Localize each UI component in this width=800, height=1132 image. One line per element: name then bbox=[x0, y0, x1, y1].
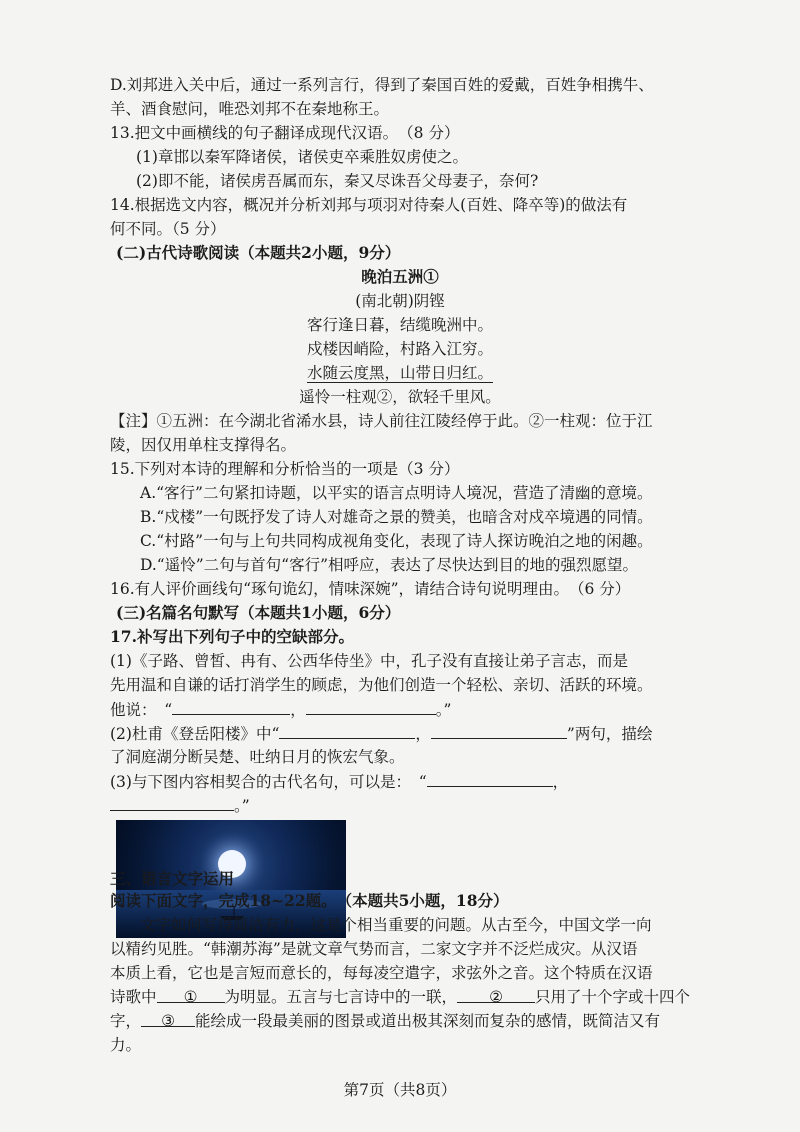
question-17: 17.补写出下列句子中的空缺部分。 bbox=[110, 627, 354, 646]
poem-line-3-underlined bbox=[0, 362, 800, 384]
answer-blank-17-2b[interactable] bbox=[431, 722, 567, 739]
paragraph-line-4 bbox=[110, 986, 690, 1008]
paragraph-line-6: 力。 bbox=[110, 1036, 142, 1054]
poem-line-2: 戍楼因峭险，村路入江穷。 bbox=[306, 340, 493, 358]
section-poetry-heading: (二)古代诗歌阅读（本题共2小题，9分） bbox=[116, 243, 401, 262]
question-15-option-a: A.“客行”二句紧扣诗题，以平实的语言点明诗人境况，营造了清幽的意境。 bbox=[140, 484, 653, 502]
question-15-option-c: C.“村路”一句与上句共同构成视角变化，表现了诗人探访晚泊之地的闲趣。 bbox=[140, 532, 653, 550]
paragraph-line-5-end: 能绘成一段最美丽的图景或道出极其深刻而复杂的感情，既简洁又有 bbox=[195, 1012, 661, 1030]
blank-1[interactable]: ① bbox=[157, 986, 225, 1003]
paragraph-line-3: 本质上看，它也是言短而意长的，每每凌空遣字，求弦外之音。这个特质在汉语 bbox=[110, 964, 653, 982]
paragraph-line-4-prefix: 诗歌中 bbox=[110, 988, 157, 1006]
question-17-2-prefix: (2)杜甫《登岳阳楼》中“ bbox=[110, 725, 280, 743]
question-13: 13.把文中画横线的句子翻译成现代汉语。 （8 分） bbox=[110, 124, 460, 142]
paragraph-line-4-end: 只用了十个字或十四个 bbox=[535, 988, 691, 1006]
question-17-2-end: ”两句，描绘 bbox=[566, 725, 653, 743]
answer-blank-17-3a[interactable] bbox=[427, 770, 553, 787]
option-d-line2: 羊、酒食慰问，唯恐刘邦不在秦地称王。 bbox=[110, 100, 390, 118]
poem-line-1: 客行逢日暮，结缆晚洲中。 bbox=[306, 316, 493, 334]
poem-note-line1: 【注】①五洲：在今湖北省浠水县，诗人前往江陵经停于此。②一柱观：位于江 bbox=[110, 412, 653, 430]
question-17-2-comma: ， bbox=[415, 725, 431, 743]
question-13-item-1: (1)章邯以秦军降诸侯，诸侯吏卒乘胜奴虏使之。 bbox=[136, 148, 468, 166]
question-17-1-comma: ， bbox=[290, 701, 306, 719]
paragraph-line-5-prefix: 字， bbox=[110, 1012, 142, 1030]
question-16: 16.有人评价画线句“琢句诡幻，情味深婉”，请结合诗句说明理由。 （6 分） bbox=[110, 580, 631, 598]
question-17-3-line2 bbox=[110, 794, 250, 817]
poem-line-4: 遥怜一柱观②，欲轻千里风。 bbox=[299, 388, 501, 406]
question-17-1-line3 bbox=[110, 698, 451, 721]
question-17-1-line1: (1)《子路、曾皙、冉有、公西华侍坐》中，孔子没有直接让弟子言志，而是 bbox=[110, 652, 628, 670]
answer-blank-17-1b[interactable] bbox=[306, 698, 436, 715]
question-17-3-line1 bbox=[110, 770, 568, 793]
question-17-1-prefix: 他说： “ bbox=[110, 701, 173, 719]
section-recitation-heading: (三)名篇名句默写（本题共1小题，6分） bbox=[116, 603, 401, 622]
paragraph-line-4-middle: 为明显。五言与七言诗中的一联， bbox=[224, 988, 458, 1006]
paragraph-line-1: 文字如何写得简洁有力，这是个相当重要的问题。从古至今，中国文学一向 bbox=[140, 916, 652, 934]
question-17-1-line2: 先用温和自谦的话打消学生的顾虑，为他们创造一个轻松、亲切、活跃的环境。 bbox=[110, 676, 653, 694]
question-15-option-b: B.“戍楼”一句既抒发了诗人对雄奇之景的赞美，也暗含对戍卒境遇的同情。 bbox=[140, 508, 653, 526]
question-17-2-line2: 了洞庭湖分断吴楚、吐纳日月的恢宏气象。 bbox=[110, 748, 405, 766]
question-17-3-end: 。” bbox=[234, 797, 250, 815]
poem-title: 晚泊五洲① bbox=[361, 267, 439, 286]
paragraph-line-2: 以精约见胜。“韩潮苏海”是就文章气势而言，二家文字并不泛烂成灾。从汉语 bbox=[110, 940, 638, 958]
question-14-line2: 何不同。（5 分） bbox=[110, 220, 226, 238]
question-15: 15.下列对本诗的理解和分析恰当的一项是（3 分） bbox=[110, 460, 460, 478]
answer-blank-17-3b[interactable] bbox=[110, 794, 234, 811]
blank-3[interactable]: ③ bbox=[141, 1010, 195, 1027]
question-17-3-prefix: (3)与下图内容相契合的古代名句，可以是： “ bbox=[110, 773, 427, 791]
question-17-2-line1 bbox=[110, 722, 652, 745]
page-footer: 第7页（共8页） bbox=[343, 1081, 457, 1099]
question-17-1-end: 。” bbox=[435, 701, 452, 719]
option-d-line1: D.刘邦进入关中后，通过一系列言行，得到了秦国百姓的爱戴，百姓争相携牛、 bbox=[110, 76, 654, 94]
question-14-line1: 14.根据选文内容，概况并分析刘邦与项羽对待秦人(百姓、降卒等)的做法有 bbox=[110, 196, 628, 214]
question-13-item-2: (2)即不能，诸侯虏吾属而东，秦又尽诛吾父母妻子，奈何? bbox=[136, 172, 539, 190]
section-language-heading: 三、语言文字运用 bbox=[110, 869, 235, 888]
answer-blank-17-1a[interactable] bbox=[172, 698, 290, 715]
answer-blank-17-2a[interactable] bbox=[279, 722, 415, 739]
poem-author: (南北朝)阴铿 bbox=[355, 292, 445, 310]
poem-line-3-text: 水随云度黑，山带日归红。 bbox=[306, 364, 493, 382]
question-15-option-d: D.“遥怜”二句与首句“客行”相呼应，表达了尽快达到目的地的强烈愿望。 bbox=[140, 556, 639, 574]
blank-2[interactable]: ② bbox=[457, 986, 535, 1003]
question-17-3-comma: ， bbox=[552, 773, 569, 791]
reading-instruction: 阅读下面文字，完成18~22题。 （本题共5小题，18分） bbox=[110, 891, 509, 910]
paragraph-line-5 bbox=[110, 1010, 660, 1032]
poem-note-line2: 陵，因仅用单柱支撑得名。 bbox=[110, 436, 297, 454]
